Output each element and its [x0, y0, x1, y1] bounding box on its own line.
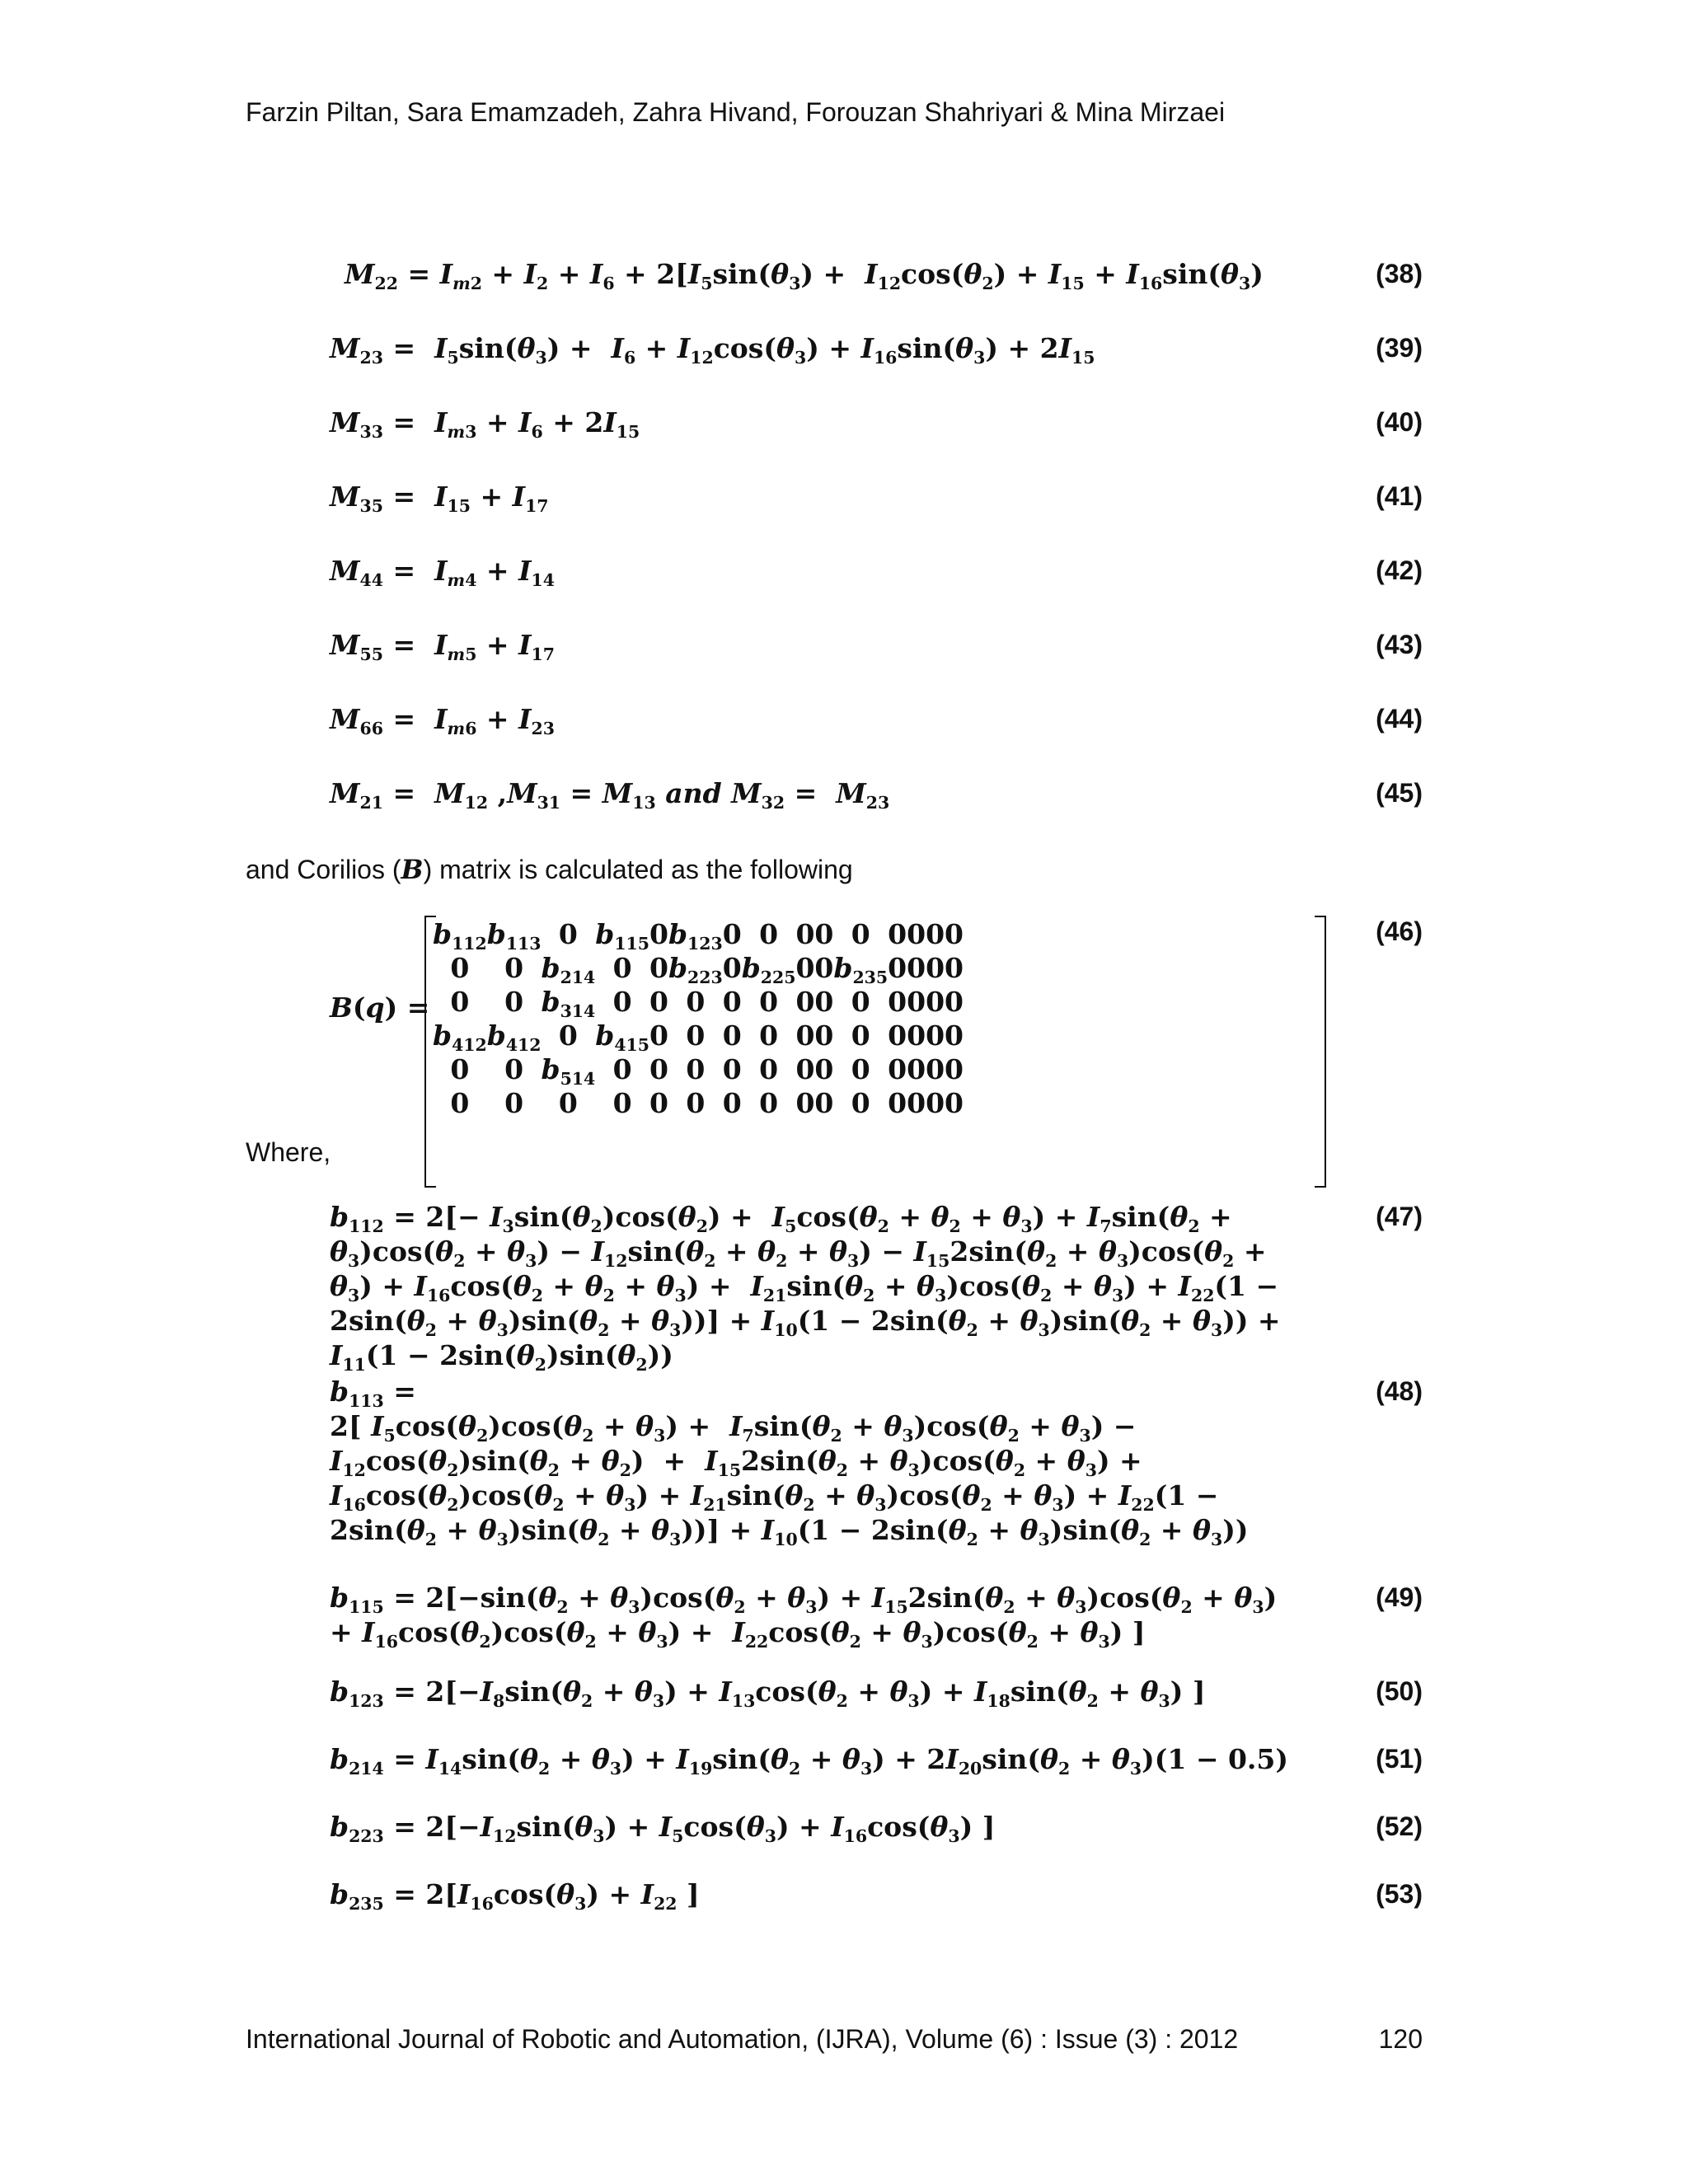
equation-number: (53): [1376, 1879, 1423, 1909]
equation-number: (48): [1376, 1376, 1423, 1406]
equation-number: (38): [1376, 259, 1423, 288]
equation-m35: $M_{35} = I_{15} + I_{17}$: [330, 480, 549, 517]
coriolis-intro: and Corilios (B) matrix is calculated as the following: [246, 854, 853, 885]
equation-m66: $M_{66} = I_{m6} + I_{23}$: [330, 703, 555, 739]
equation-number: (42): [1376, 555, 1423, 585]
equation-number: (49): [1376, 1582, 1423, 1612]
where-label: Where,: [246, 1137, 331, 1167]
equation-number: (39): [1376, 333, 1423, 363]
equation-b113: $b_{113}$ = 2[ $I_5\cos(\theta_2)\cos(\theta_2 + \theta_3) + I_7\sin(\theta_2 + \theta_3)\cos(\theta_2 + \theta_3) - I_{12}\cos(\theta_2)\sin(\theta_2 + \theta_2) + I_{15}2\sin(\theta_2 + \theta_3)\cos(\theta_2 + \theta_3) + I_{16}\cos(\theta_2)\cos(\theta_2 + \theta_3) + I_{21}\sin(\theta_2 + \theta_3)\cos(\theta_2 + \theta_3) + I_{22}(1 - 2\sin(\theta_2 + \theta_3)\sin(\theta_2 + \theta_3))] + I_{10}(1 - 2\sin(\theta_2 + \theta_3)\sin(\theta_2 + \theta_3))$: [330, 1376, 1249, 1550]
matrix-label: B(q) =: [330, 991, 430, 1024]
equation-m44: $M_{44} = I_{m4} + I_{14}$: [330, 555, 555, 591]
equation-number: (43): [1376, 630, 1423, 659]
journal-footer: International Journal of Robotic and Automation, (IJRA), Volume (6) : Issue (3) : 2012: [246, 2024, 1239, 2054]
equation-number: (44): [1376, 704, 1423, 733]
equation-m22: $M_{22} = I_{m2} + I_2 + I_6 + 2[I_5\sin(\theta_3) + I_{12}\cos(\theta_2) + I_{15} + I_{16}\sin(\theta_3)$: [345, 258, 1264, 294]
equation-number: (50): [1376, 1676, 1423, 1706]
equation-number: (40): [1376, 407, 1423, 437]
equation-m-symmetry: $M_{21} = M_{12}$ $,M_{31} = M_{13}$ and $M_{32} = M_{23}$: [330, 777, 890, 813]
equation-m23: $M_{23} = I_5\sin(\theta_3) + I_6 + I_{12}\cos(\theta_3) + I_{16}\sin(\theta_3) + 2I_{15}$: [330, 332, 1095, 368]
equation-number: (52): [1376, 1811, 1423, 1841]
equation-b112: $b_{112} = 2[- I_3\sin(\theta_2)\cos(\theta_2) + I_5\cos(\theta_2 + \theta_2 + \theta_3) + I_7\sin(\theta_2 + \theta_3)\cos(\theta_2 + \theta_3) - I_{12}\sin(\theta_2 + \theta_2 + \theta_3) - I_{15}2\sin(\theta_2 + \theta_3)\cos(\theta_2 + \theta_3) + I_{16}\cos(\theta_2 + \theta_2 + \theta_3) + I_{21}\sin(\theta_2 + \theta_3)\cos(\theta_2 + \theta_3) + I_{22}(1 - 2\sin(\theta_2 + \theta_3)\sin(\theta_2 + \theta_3))] + I_{10}(1 - 2\sin(\theta_2 + \theta_3)\sin(\theta_2 + \theta_3)) + I_{11}(1 - 2\sin(\theta_2)\sin(\theta_2))$: [330, 1201, 1281, 1376]
equation-number: (47): [1376, 1202, 1423, 1231]
equation-b223: $b_{223} = 2[-I_{12}\sin(\theta_3) + I_5\cos(\theta_3) + I_{16}\cos(\theta_3)$ ]: [330, 1811, 996, 1847]
equation-b214: $b_{214} = I_{14}\sin(\theta_2 + \theta_3) + I_{19}\sin(\theta_2 + \theta_3) + 2I_{20}\sin(\theta_2 + \theta_3)(1 - 0.5)$: [330, 1743, 1288, 1779]
equation-b115: $b_{115} = 2[-\sin(\theta_2 + \theta_3)\cos(\theta_2 + \theta_3) + I_{15}2\sin(\theta_2 + \theta_3)\cos(\theta_2 + \theta_3) + I_{16}\cos(\theta_2)\cos(\theta_2 + \theta_3) + I_{22}\cos(\theta_2 + \theta_3)\cos(\theta_2 + \theta_3)$ ]: [330, 1582, 1278, 1652]
equation-number: (51): [1376, 1744, 1423, 1774]
running-header: Farzin Piltan, Sara Emamzadeh, Zahra Hivand, Forouzan Shahriyari & Mina Mirzaei: [246, 97, 1226, 127]
equation-b235: $b_{235} = 2[I_{16}\cos(\theta_3) + I_{22}$ ]: [330, 1878, 700, 1915]
equation-m33: $M_{33} = I_{m3} + I_6 + 2I_{15}$: [330, 406, 640, 443]
equation-number: (45): [1376, 778, 1423, 808]
matrix-body: $b_{112}$ $b_{113}$ 0 $b_{115}$ 0 $b_{123}$ 0 0 0 0 0 0 0 0 0 0 0 $b_{214}$ 0 0 $b_{223}$ 0 $b_{225}$ 0 0 $b_{235}$ 0 0 0 0 0 0 $b_{314}$ 0 0 0 0 0 0 0 0 0 0 0 0 $b_{412}$ $b_{412}$ 0 $b_{415}$ 0 0 0 0 0 0 0 0 0 0 0 0 0 $b_{514}$ 0 0 0 0 0 0 0 0 0 0 0 0 0 0 0 0 0 0 0 0 0 0 0 0 0 0 0: [433, 918, 964, 1119]
page-number: 120: [1378, 2024, 1423, 2054]
equation-m55: $M_{55} = I_{m5} + I_{17}$: [330, 629, 555, 665]
equation-number: (41): [1376, 481, 1423, 511]
equation-b123: $b_{123} = 2[-I_8\sin(\theta_2 + \theta_3) + I_{13}\cos(\theta_2 + \theta_3) + I_{18}\sin(\theta_2 + \theta_3)$ ]: [330, 1675, 1206, 1712]
equation-number: (46): [1376, 916, 1423, 946]
